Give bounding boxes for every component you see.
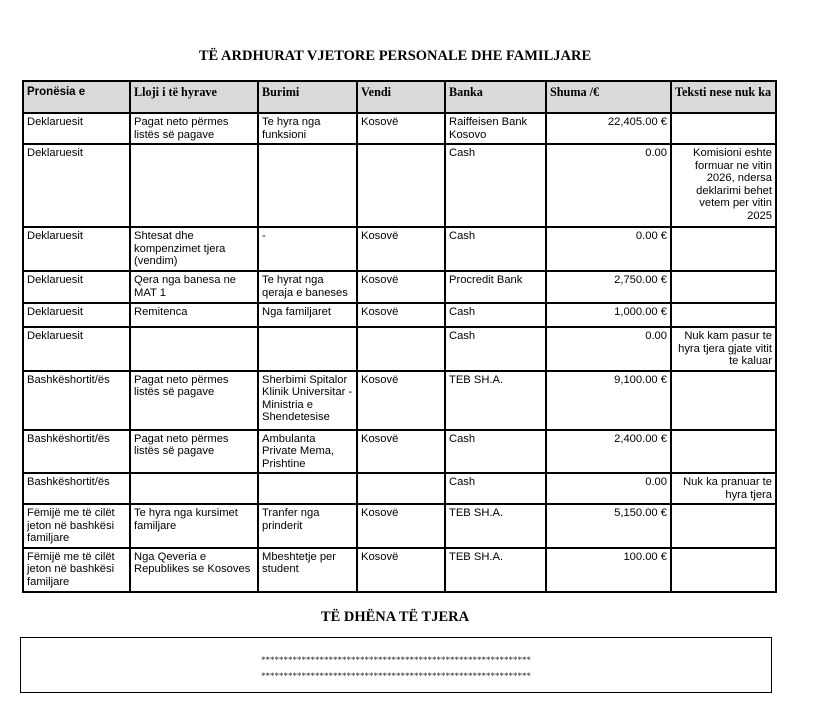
cell-income-type (130, 144, 258, 227)
income-table (22, 80, 777, 593)
cell-source: Nga familjaret (258, 303, 357, 327)
cell-bank: Cash (445, 303, 546, 327)
cell-country: Kosovë (357, 227, 445, 271)
cell-owner: Deklaruesit (23, 227, 130, 271)
cell-bank: Cash (445, 144, 546, 227)
cell-amount: 9,100.00 € (546, 371, 671, 430)
other-data-title: TË DHËNA TË TJERA (320, 609, 470, 625)
header-source: Burimi (258, 81, 357, 113)
cell-note (671, 371, 776, 430)
cell-income-type: Pagat neto përmes listës së pagave (130, 371, 258, 430)
cell-country (357, 327, 445, 371)
cell-bank: Cash (445, 430, 546, 474)
header-country: Vendi (357, 81, 445, 113)
cell-owner: Fëmijë me të cilët jeton në bashkësi familjare (23, 548, 130, 592)
cell-country: Kosovë (357, 430, 445, 474)
cell-note: Komisioni eshte formuar ne vitin 2026, ndersa deklarimi behet vetem per vitin 2025 (671, 144, 776, 227)
header-income-type: Lloji i të hyrave (130, 81, 258, 113)
table-row (23, 303, 776, 327)
cell-note: Nuk kam pasur te hyra tjera gjate vitit te kaluar (671, 327, 776, 371)
cell-source: Ambulanta Private Mema, Prishtine (258, 430, 357, 474)
cell-country: Kosovë (357, 371, 445, 430)
cell-owner: Fëmijë me të cilët jeton në bashkësi familjare (23, 504, 130, 548)
cell-income-type (130, 473, 258, 504)
other-data-line: ************************************************************ (261, 655, 531, 665)
cell-bank: TEB SH.A. (445, 548, 546, 592)
cell-bank: Cash (445, 327, 546, 371)
cell-owner: Deklaruesit (23, 144, 130, 227)
cell-country (357, 144, 445, 227)
cell-note (671, 504, 776, 548)
table-row (23, 144, 776, 227)
cell-income-type: Nga Qeveria e Republikes se Kosoves (130, 548, 258, 592)
cell-bank: Cash (445, 227, 546, 271)
cell-note (671, 113, 776, 144)
cell-owner: Deklaruesit (23, 327, 130, 371)
cell-amount: 0.00 (546, 144, 671, 227)
cell-note (671, 303, 776, 327)
header-note: Teksti nese nuk ka (671, 81, 776, 113)
cell-bank: TEB SH.A. (445, 504, 546, 548)
cell-amount: 22,405.00 € (546, 113, 671, 144)
cell-source: Te hyra nga funksioni (258, 113, 357, 144)
cell-amount: 1,000.00 € (546, 303, 671, 327)
cell-note (671, 227, 776, 271)
cell-amount: 5,150.00 € (546, 504, 671, 548)
cell-source (258, 473, 357, 504)
cell-owner: Deklaruesit (23, 303, 130, 327)
cell-amount: 0.00 (546, 473, 671, 504)
cell-note (671, 271, 776, 303)
table-row (23, 504, 776, 548)
cell-source: Tranfer nga prinderit (258, 504, 357, 548)
header-ownership: Pronësia e (23, 81, 130, 113)
cell-note (671, 548, 776, 592)
cell-country: Kosovë (357, 303, 445, 327)
table-row (23, 548, 776, 592)
cell-source: Mbeshtetje per student (258, 548, 357, 592)
cell-owner: Bashkëshortit/ës (23, 430, 130, 474)
cell-country: Kosovë (357, 548, 445, 592)
cell-income-type: Qera nga banesa ne MAT 1 (130, 271, 258, 303)
cell-source: Sherbimi Spitalor Klinik Universitar - Ministria e Shendetesise (258, 371, 357, 430)
cell-owner: Deklaruesit (23, 113, 130, 144)
cell-income-type (130, 327, 258, 371)
table-row (23, 271, 776, 303)
cell-note (671, 430, 776, 474)
cell-source (258, 144, 357, 227)
table-row (23, 327, 776, 371)
cell-amount: 0.00 € (546, 227, 671, 271)
cell-bank: TEB SH.A. (445, 371, 546, 430)
cell-amount: 2,750.00 € (546, 271, 671, 303)
header-bank: Banka (445, 81, 546, 113)
cell-bank: Raiffeisen Bank Kosovo (445, 113, 546, 144)
cell-income-type: Shtesat dhe kompenzimet tjera (vendim) (130, 227, 258, 271)
cell-note: Nuk ka pranuar te hyra tjera (671, 473, 776, 504)
cell-source: Te hyrat nga qeraja e baneses (258, 271, 357, 303)
cell-income-type: Te hyra nga kursimet familjare (130, 504, 258, 548)
cell-amount: 2,400.00 € (546, 430, 671, 474)
cell-country: Kosovë (357, 504, 445, 548)
other-data-line: ************************************************************ (261, 671, 531, 681)
table-header-row (23, 81, 776, 113)
other-data-box (20, 637, 772, 693)
cell-amount: 0.00 (546, 327, 671, 371)
table-row (23, 371, 776, 430)
cell-amount: 100.00 € (546, 548, 671, 592)
cell-bank: Procredit Bank (445, 271, 546, 303)
table-row (23, 473, 776, 504)
header-amount: Shuma /€ (546, 81, 671, 113)
cell-income-type: Pagat neto përmes listës së pagave (130, 430, 258, 474)
cell-income-type: Pagat neto përmes listës së pagave (130, 113, 258, 144)
income-section-title: TË ARDHURAT VJETORE PERSONALE DHE FAMILJARE (198, 48, 592, 64)
cell-income-type: Remitenca (130, 303, 258, 327)
table-row (23, 113, 776, 144)
cell-bank: Cash (445, 473, 546, 504)
cell-source: - (258, 227, 357, 271)
cell-owner: Bashkëshortit/ës (23, 473, 130, 504)
cell-source (258, 327, 357, 371)
cell-owner: Bashkëshortit/ës (23, 371, 130, 430)
table-row (23, 227, 776, 271)
cell-country: Kosovë (357, 271, 445, 303)
cell-country: Kosovë (357, 113, 445, 144)
cell-owner: Deklaruesit (23, 271, 130, 303)
cell-country (357, 473, 445, 504)
table-row (23, 430, 776, 474)
